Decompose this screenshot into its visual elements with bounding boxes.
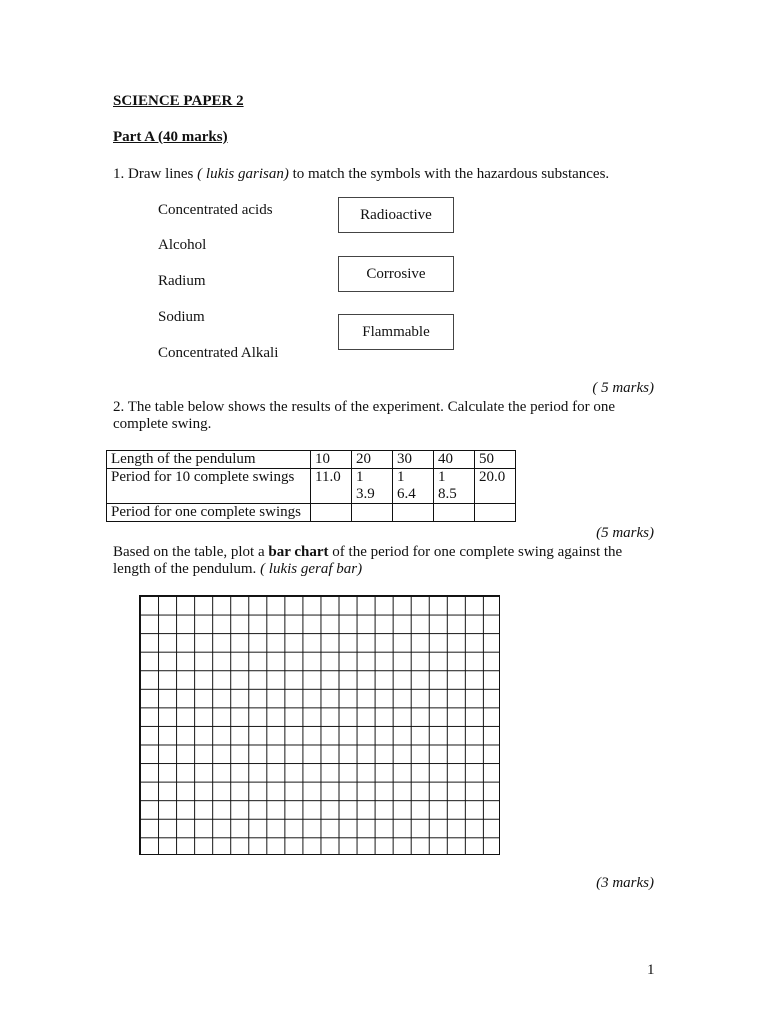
substance-item: Alcohol	[158, 237, 207, 253]
question-1-text-italic: ( lukis garisan)	[197, 166, 289, 182]
plot-instruction	[113, 544, 622, 578]
table-cell: Period for 10 complete swings	[107, 469, 311, 504]
plot-text-before: Based on the table, plot a	[113, 544, 265, 560]
question-1-text	[113, 166, 609, 183]
table-cell: Period for one complete swings	[107, 504, 311, 522]
table-cell: 30	[393, 451, 434, 469]
table-row	[107, 451, 516, 469]
part-heading: Part A (40 marks)	[113, 129, 228, 145]
symbol-label: Radioactive	[360, 206, 432, 223]
answer-cell[interactable]	[311, 504, 352, 522]
question-1-number: 1.	[113, 166, 125, 182]
table-cell	[475, 469, 516, 504]
symbol-box-flammable[interactable]	[338, 314, 454, 350]
question-2-number: 2.	[113, 399, 125, 415]
question-1-text-before: Draw lines	[128, 166, 194, 182]
answer-cell[interactable]	[352, 504, 393, 522]
period-line1: 1	[438, 469, 446, 485]
question-2-marks: (5 marks)	[596, 525, 654, 541]
plot-text-bold: bar chart	[268, 544, 329, 560]
question-2-text	[113, 399, 615, 433]
period-line2: 8.5	[438, 486, 457, 502]
table-cell	[393, 469, 434, 504]
period-line1: 20.0	[479, 469, 506, 485]
symbol-label: Corrosive	[366, 265, 426, 282]
period-line2: 6.4	[397, 486, 416, 502]
answer-cell[interactable]	[475, 504, 516, 522]
period-line1: 1	[397, 469, 405, 485]
table-cell	[352, 469, 393, 504]
answer-cell[interactable]	[434, 504, 475, 522]
page-number: 1	[647, 962, 655, 978]
question-2-line2: complete swing.	[113, 416, 212, 432]
question-1-marks: ( 5 marks)	[592, 380, 654, 396]
table-row	[107, 504, 516, 522]
table-cell: 10	[311, 451, 352, 469]
period-line2: 3.9	[356, 486, 375, 502]
question-2-line1: The table below shows the results of the experiment. Calculate the period for one	[127, 399, 616, 415]
plot-text-after: of the period for one complete swing against the	[332, 544, 623, 560]
graph-paper-grid[interactable]	[139, 595, 500, 855]
table-row	[107, 469, 516, 504]
results-table	[106, 450, 516, 522]
symbol-label: Flammable	[362, 323, 430, 340]
table-cell: 50	[475, 451, 516, 469]
question-1-text-after: to match the symbols with the hazardous substances.	[292, 166, 610, 182]
plot-marks: (3 marks)	[596, 875, 654, 891]
table-cell: 40	[434, 451, 475, 469]
symbol-box-corrosive[interactable]	[338, 256, 454, 292]
plot-italic: ( lukis geraf bar)	[260, 561, 363, 577]
period-line1: 11.0	[315, 469, 341, 485]
substance-item: Concentrated Alkali	[158, 345, 279, 361]
answer-cell[interactable]	[393, 504, 434, 522]
substance-item: Concentrated acids	[158, 202, 273, 218]
period-line1: 1	[356, 469, 364, 485]
substance-item: Sodium	[158, 309, 205, 325]
substance-item: Radium	[158, 273, 206, 289]
table-cell	[434, 469, 475, 504]
symbol-box-radioactive[interactable]	[338, 197, 454, 233]
table-cell: Length of the pendulum	[107, 451, 311, 469]
table-cell	[311, 469, 352, 504]
paper-title: SCIENCE PAPER 2	[113, 93, 244, 109]
plot-line2: length of the pendulum.	[113, 561, 257, 577]
table-cell: 20	[352, 451, 393, 469]
